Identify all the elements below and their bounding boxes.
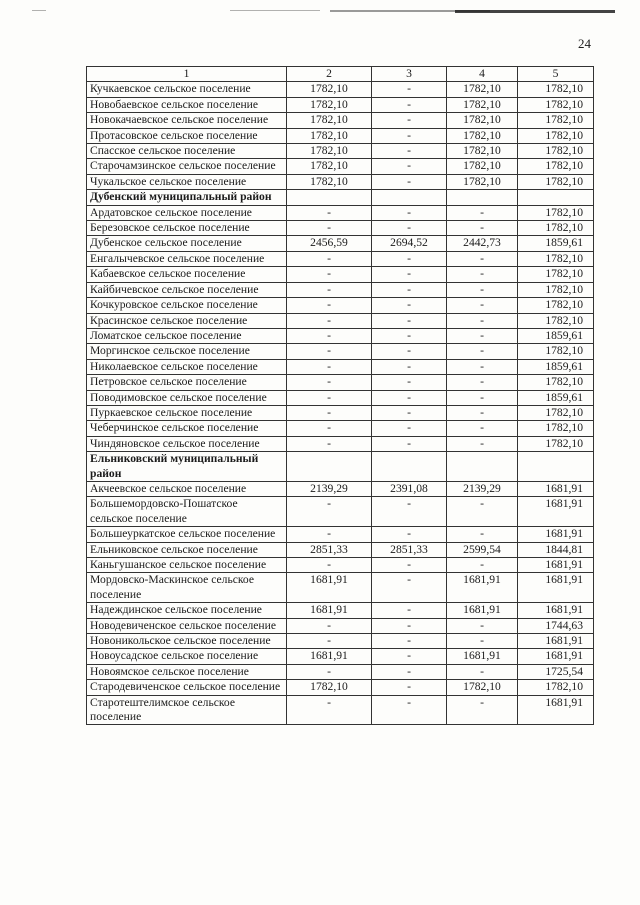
value-cell-col5: 1782,10 <box>518 251 594 266</box>
settlement-name-cell: Старотештелимское сельское поселение <box>87 695 287 725</box>
column-header-2: 2 <box>287 67 372 82</box>
value-cell-col4: - <box>447 695 518 725</box>
settlement-name-cell: Каньгушанское сельское поселение <box>87 558 287 573</box>
table-row <box>87 267 594 282</box>
value-cell-col4: - <box>447 251 518 266</box>
value-cell-col5: 1844,81 <box>518 542 594 557</box>
value-cell-col4: 1782,10 <box>447 113 518 128</box>
value-cell-col4: - <box>447 664 518 679</box>
value-cell-col3: - <box>372 128 447 143</box>
value-cell-col4: 1681,91 <box>447 573 518 603</box>
value-cell-col3: - <box>372 359 447 374</box>
table-row <box>87 375 594 390</box>
table-row <box>87 634 594 649</box>
table-row <box>87 298 594 313</box>
value-cell-col2: 1782,10 <box>287 174 372 189</box>
value-cell-col2: - <box>287 634 372 649</box>
value-cell-col4: 1782,10 <box>447 144 518 159</box>
value-cell-col2: - <box>287 205 372 220</box>
settlement-name-cell: Березовское сельское поселение <box>87 221 287 236</box>
value-cell-col4: - <box>447 421 518 436</box>
value-cell-col4: - <box>447 375 518 390</box>
value-cell-col2: - <box>287 328 372 343</box>
value-cell-col4: - <box>447 221 518 236</box>
table-row <box>87 649 594 664</box>
value-cell-col5 <box>518 452 594 482</box>
value-cell-col2: 1782,10 <box>287 113 372 128</box>
page-number: 24 <box>578 36 591 51</box>
value-cell-col2: - <box>287 390 372 405</box>
table-body <box>87 82 594 725</box>
value-cell-col4 <box>447 452 518 482</box>
value-cell-col2: - <box>287 375 372 390</box>
value-cell-col2: - <box>287 344 372 359</box>
value-cell-col2: 2456,59 <box>287 236 372 251</box>
scan-artifact-line <box>455 10 615 13</box>
value-cell-col4: - <box>447 328 518 343</box>
value-cell-col4: 2599,54 <box>447 542 518 557</box>
table-row <box>87 144 594 159</box>
table-row <box>87 205 594 220</box>
settlement-name-cell: Мордовско-Маскинское сельское поселение <box>87 573 287 603</box>
value-cell-col3: - <box>372 82 447 97</box>
table-row <box>87 344 594 359</box>
value-cell-col5: 1782,10 <box>518 97 594 112</box>
value-cell-col2: - <box>287 282 372 297</box>
value-cell-col4: 1782,10 <box>447 97 518 112</box>
value-cell-col4: - <box>447 298 518 313</box>
value-cell-col5: 1782,10 <box>518 436 594 451</box>
value-cell-col4: - <box>447 618 518 633</box>
settlement-name-cell: Красинское сельское поселение <box>87 313 287 328</box>
value-cell-col5: 1782,10 <box>518 375 594 390</box>
table-row <box>87 573 594 603</box>
value-cell-col4: - <box>447 436 518 451</box>
value-cell-col2: 2851,33 <box>287 542 372 557</box>
table-row <box>87 542 594 557</box>
settlement-name-cell: Надеждинское сельское поселение <box>87 603 287 618</box>
value-cell-col3: - <box>372 618 447 633</box>
settlement-name-cell: Акчеевское сельское поселение <box>87 481 287 496</box>
value-cell-col3: - <box>372 573 447 603</box>
settlement-name-cell: Кайбичевское сельское поселение <box>87 282 287 297</box>
value-cell-col4: - <box>447 344 518 359</box>
value-cell-col5: 1782,10 <box>518 82 594 97</box>
value-cell-col2 <box>287 190 372 205</box>
value-cell-col3: 2851,33 <box>372 542 447 557</box>
table-row <box>87 97 594 112</box>
value-cell-col5: 1782,10 <box>518 680 594 695</box>
settlement-name-cell: Чеберчинское сельское поселение <box>87 421 287 436</box>
settlement-name-cell: Новобаевское сельское поселение <box>87 97 287 112</box>
value-cell-col5: 1782,10 <box>518 405 594 420</box>
value-cell-col2: - <box>287 267 372 282</box>
table-row <box>87 680 594 695</box>
value-cell-col5: 1859,61 <box>518 359 594 374</box>
settlement-name-cell: Моргинское сельское поселение <box>87 344 287 359</box>
value-cell-col4: - <box>447 313 518 328</box>
value-cell-col4: - <box>447 390 518 405</box>
value-cell-col5: 1681,91 <box>518 649 594 664</box>
value-cell-col3: - <box>372 267 447 282</box>
scan-artifact-line <box>230 10 320 11</box>
value-cell-col4: 1782,10 <box>447 174 518 189</box>
district-header-row <box>87 190 594 205</box>
table-row <box>87 558 594 573</box>
value-cell-col3: - <box>372 313 447 328</box>
value-cell-col4: 1782,10 <box>447 680 518 695</box>
table-row <box>87 664 594 679</box>
value-cell-col3: - <box>372 405 447 420</box>
table-row <box>87 128 594 143</box>
column-header-5: 5 <box>518 67 594 82</box>
value-cell-col3: - <box>372 113 447 128</box>
table-row <box>87 436 594 451</box>
value-cell-col2 <box>287 452 372 482</box>
table-row <box>87 328 594 343</box>
value-cell-col3: 2391,08 <box>372 481 447 496</box>
settlement-name-cell: Новоямское сельское поселение <box>87 664 287 679</box>
value-cell-col2: - <box>287 298 372 313</box>
value-cell-col3: - <box>372 251 447 266</box>
value-cell-col4: 1681,91 <box>447 603 518 618</box>
value-cell-col4: 1782,10 <box>447 82 518 97</box>
table-row <box>87 313 594 328</box>
value-cell-col4: - <box>447 359 518 374</box>
value-cell-col4: 2442,73 <box>447 236 518 251</box>
table-row <box>87 82 594 97</box>
value-cell-col2: 1681,91 <box>287 573 372 603</box>
value-cell-col4: 2139,29 <box>447 481 518 496</box>
value-cell-col5: 1782,10 <box>518 267 594 282</box>
table-row <box>87 421 594 436</box>
value-cell-col4 <box>447 190 518 205</box>
settlement-name-cell: Кочкуровское сельское поселение <box>87 298 287 313</box>
value-cell-col5: 1681,91 <box>518 634 594 649</box>
value-cell-col2: - <box>287 221 372 236</box>
value-cell-col3: - <box>372 603 447 618</box>
value-cell-col3: - <box>372 282 447 297</box>
settlement-name-cell: Пуркаевское сельское поселение <box>87 405 287 420</box>
table-row <box>87 695 594 725</box>
value-cell-col5: 1782,10 <box>518 421 594 436</box>
value-cell-col3: - <box>372 159 447 174</box>
value-cell-col3: - <box>372 421 447 436</box>
table-row <box>87 113 594 128</box>
settlement-name-cell: Новоусадское сельское поселение <box>87 649 287 664</box>
settlement-name-cell: Новодевиченское сельское поселение <box>87 618 287 633</box>
value-cell-col2: 1782,10 <box>287 144 372 159</box>
settlement-name-cell: Кабаевское сельское поселение <box>87 267 287 282</box>
value-cell-col5: 1782,10 <box>518 174 594 189</box>
value-cell-col5: 1681,91 <box>518 527 594 542</box>
settlement-name-cell: Большемордовско-Пошатское сельское поселение <box>87 497 287 527</box>
value-cell-col5: 1681,91 <box>518 573 594 603</box>
value-cell-col5: 1859,61 <box>518 390 594 405</box>
settlement-name-cell: Дубенское сельское поселение <box>87 236 287 251</box>
table-row <box>87 481 594 496</box>
table-row <box>87 251 594 266</box>
value-cell-col3: 2694,52 <box>372 236 447 251</box>
value-cell-col3: - <box>372 97 447 112</box>
value-cell-col3: - <box>372 695 447 725</box>
value-cell-col3: - <box>372 649 447 664</box>
value-cell-col2: - <box>287 405 372 420</box>
value-cell-col3: - <box>372 558 447 573</box>
value-cell-col4: - <box>447 205 518 220</box>
table-row <box>87 497 594 527</box>
settlement-name-cell: Николаевское сельское поселение <box>87 359 287 374</box>
column-header-3: 3 <box>372 67 447 82</box>
value-cell-col3: - <box>372 328 447 343</box>
table-row <box>87 282 594 297</box>
value-cell-col5: 1782,10 <box>518 282 594 297</box>
value-cell-col5: 1859,61 <box>518 328 594 343</box>
value-cell-col4: 1681,91 <box>447 649 518 664</box>
value-cell-col5: 1681,91 <box>518 497 594 527</box>
value-cell-col2: 1782,10 <box>287 82 372 97</box>
value-cell-col2: - <box>287 313 372 328</box>
value-cell-col2: - <box>287 359 372 374</box>
value-cell-col4: - <box>447 558 518 573</box>
value-cell-col3: - <box>372 375 447 390</box>
value-cell-col5: 1782,10 <box>518 128 594 143</box>
column-header-1: 1 <box>87 67 287 82</box>
table-row <box>87 405 594 420</box>
value-cell-col3: - <box>372 221 447 236</box>
value-cell-col5: 1782,10 <box>518 221 594 236</box>
value-cell-col2: - <box>287 558 372 573</box>
value-cell-col2: 1681,91 <box>287 603 372 618</box>
value-cell-col2: 1782,10 <box>287 97 372 112</box>
tariff-table <box>86 66 594 725</box>
value-cell-col5: 1725,54 <box>518 664 594 679</box>
value-cell-col5: 1782,10 <box>518 159 594 174</box>
value-cell-col2: - <box>287 664 372 679</box>
value-cell-col5: 1782,10 <box>518 298 594 313</box>
settlement-name-cell: Большеуркатское сельское поселение <box>87 527 287 542</box>
table-row <box>87 618 594 633</box>
value-cell-col2: - <box>287 421 372 436</box>
value-cell-col5: 1859,61 <box>518 236 594 251</box>
value-cell-col4: - <box>447 405 518 420</box>
value-cell-col4: 1782,10 <box>447 128 518 143</box>
district-header-row <box>87 452 594 482</box>
settlement-name-cell: Спасское сельское поселение <box>87 144 287 159</box>
settlement-name-cell: Протасовское сельское поселение <box>87 128 287 143</box>
value-cell-col4: - <box>447 634 518 649</box>
value-cell-col3 <box>372 452 447 482</box>
value-cell-col3: - <box>372 205 447 220</box>
table-row <box>87 390 594 405</box>
value-cell-col3: - <box>372 436 447 451</box>
value-cell-col2: 1681,91 <box>287 649 372 664</box>
value-cell-col3: - <box>372 634 447 649</box>
settlement-name-cell: Новокачаевское сельское поселение <box>87 113 287 128</box>
value-cell-col2: - <box>287 436 372 451</box>
settlement-name-cell: Стародевиченское сельское поселение <box>87 680 287 695</box>
scan-artifact-line <box>32 10 46 11</box>
value-cell-col5: 1681,91 <box>518 481 594 496</box>
value-cell-col3: - <box>372 344 447 359</box>
value-cell-col4: - <box>447 527 518 542</box>
settlement-name-cell: Старочамзинское сельское поселение <box>87 159 287 174</box>
value-cell-col5: 1681,91 <box>518 558 594 573</box>
value-cell-col2: - <box>287 497 372 527</box>
table-row <box>87 603 594 618</box>
value-cell-col2: 2139,29 <box>287 481 372 496</box>
value-cell-col3: - <box>372 174 447 189</box>
value-cell-col5 <box>518 190 594 205</box>
value-cell-col5: 1782,10 <box>518 205 594 220</box>
value-cell-col3: - <box>372 298 447 313</box>
table-header-row <box>87 67 594 82</box>
table-row <box>87 359 594 374</box>
settlement-name-cell: Ломатское сельское поселение <box>87 328 287 343</box>
value-cell-col4: - <box>447 497 518 527</box>
settlement-name-cell: Енгалычевское сельское поселение <box>87 251 287 266</box>
value-cell-col3: - <box>372 664 447 679</box>
value-cell-col2: 1782,10 <box>287 680 372 695</box>
value-cell-col5: 1782,10 <box>518 144 594 159</box>
value-cell-col3: - <box>372 144 447 159</box>
settlement-name-cell: Чукальское сельское поселение <box>87 174 287 189</box>
value-cell-col2: - <box>287 695 372 725</box>
value-cell-col5: 1681,91 <box>518 695 594 725</box>
column-header-4: 4 <box>447 67 518 82</box>
value-cell-col2: 1782,10 <box>287 159 372 174</box>
value-cell-col2: - <box>287 527 372 542</box>
settlement-name-cell: Ардатовское сельское поселение <box>87 205 287 220</box>
value-cell-col4: - <box>447 267 518 282</box>
value-cell-col4: 1782,10 <box>447 159 518 174</box>
value-cell-col2: - <box>287 251 372 266</box>
value-cell-col3 <box>372 190 447 205</box>
value-cell-col5: 1782,10 <box>518 313 594 328</box>
value-cell-col3: - <box>372 680 447 695</box>
settlement-name-cell: Дубенский муниципальный район <box>87 190 287 205</box>
value-cell-col4: - <box>447 282 518 297</box>
settlement-name-cell: Кучкаевское сельское поселение <box>87 82 287 97</box>
settlement-name-cell: Новоникольское сельское поселение <box>87 634 287 649</box>
value-cell-col2: - <box>287 618 372 633</box>
value-cell-col3: - <box>372 497 447 527</box>
value-cell-col3: - <box>372 527 447 542</box>
table-row <box>87 527 594 542</box>
value-cell-col5: 1744,63 <box>518 618 594 633</box>
table-row <box>87 174 594 189</box>
settlement-name-cell: Чиндяновское сельское поселение <box>87 436 287 451</box>
table-row <box>87 236 594 251</box>
value-cell-col5: 1681,91 <box>518 603 594 618</box>
settlement-name-cell: Ельниковский муниципальный район <box>87 452 287 482</box>
table-row <box>87 159 594 174</box>
settlement-name-cell: Поводимовское сельское поселение <box>87 390 287 405</box>
table-row <box>87 221 594 236</box>
settlement-name-cell: Петровское сельское поселение <box>87 375 287 390</box>
value-cell-col5: 1782,10 <box>518 113 594 128</box>
value-cell-col5: 1782,10 <box>518 344 594 359</box>
value-cell-col3: - <box>372 390 447 405</box>
settlement-name-cell: Ельниковское сельское поселение <box>87 542 287 557</box>
value-cell-col2: 1782,10 <box>287 128 372 143</box>
